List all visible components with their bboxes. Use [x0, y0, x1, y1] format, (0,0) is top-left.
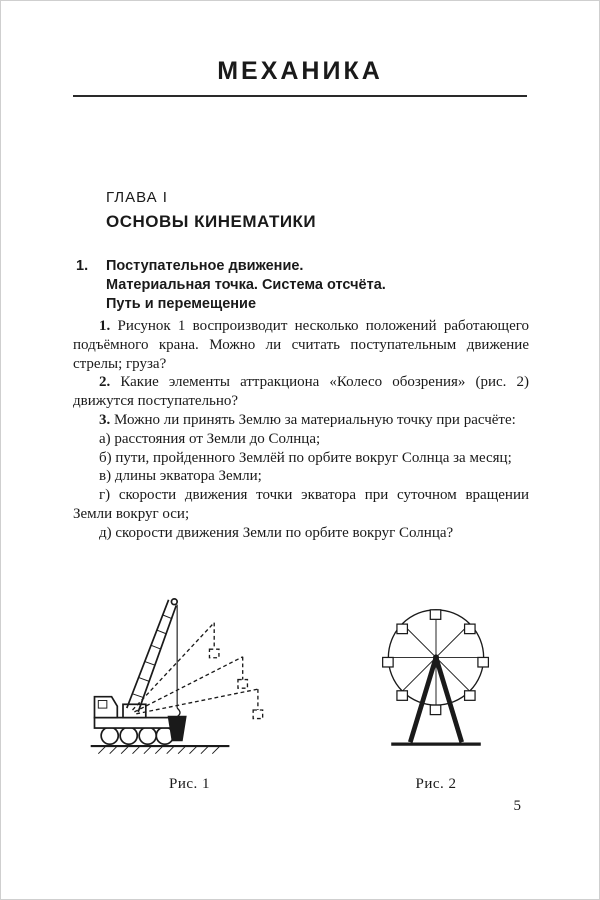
figures-row [73, 579, 529, 793]
section-title-line: Материальная точка. Система отсчёта. [106, 277, 386, 293]
ferris-wheel-drawing [383, 610, 489, 744]
problem-3-subitem-a: а) расстояния от Земли до Солнца; [99, 430, 321, 447]
figure-1 [85, 577, 294, 793]
chapter-label: ГЛАВА I [106, 189, 168, 206]
crane-drawing [91, 599, 263, 754]
problem-1-text: Рисунок 1 воспроизводит несколько положений работающего подъёмного крана. Можно ли считать поступательным движение стрелы; груза? [73, 318, 530, 372]
problem-2-text: Какие элементы аттракциона «Колесо обозрения» (рис. 2) движутся поступательно? [73, 374, 530, 410]
problem-3-text: Можно ли принять Землю за материальную точку при расчёте: [114, 411, 516, 428]
chapter-title: ОСНОВЫ КИНЕМАТИКИ [106, 212, 317, 231]
section-title-line: Поступательное движение. [106, 258, 304, 274]
page-number: 5 [513, 798, 521, 814]
boom-lattice [133, 615, 173, 698]
problem-2 [73, 373, 529, 411]
problem-3-subitem-b: б) пути, пройденного Землёй по орбите вокруг Солнца за месяц; [99, 449, 512, 466]
running-head: МЕХАНИКА [217, 57, 383, 85]
problem-3-subitem-v: в) длины экватора Земли; [99, 468, 262, 485]
problem-1-number: 1. [99, 318, 111, 334]
boom-positions-dashed [133, 623, 263, 719]
crane-illustration [85, 577, 294, 767]
problem-1 [73, 317, 529, 373]
figure-2-caption: Рис. 2 [415, 776, 457, 792]
section-title-line: Путь и перемещение [106, 296, 257, 312]
problem-3 [73, 411, 529, 430]
problem-3-subitem-d: д) скорости движения Земли по орбите вокруг Солнца? [99, 524, 454, 541]
figure-1-caption: Рис. 1 [168, 776, 211, 792]
problem-3-subitem-g: г) скорости движения точки экватора при суточном вращении Земли вокруг оси; [73, 487, 529, 522]
header-rule [73, 95, 527, 97]
section-number: 1. [76, 258, 89, 274]
figure-2 [355, 586, 517, 793]
problem-2-number: 2. [99, 374, 111, 391]
ground-hatching [98, 746, 220, 754]
problem-3-number: 3. [99, 411, 111, 428]
section-title [106, 257, 386, 314]
ferris-wheel-illustration [355, 586, 517, 767]
problems-text [73, 317, 529, 543]
section-heading [76, 257, 527, 314]
